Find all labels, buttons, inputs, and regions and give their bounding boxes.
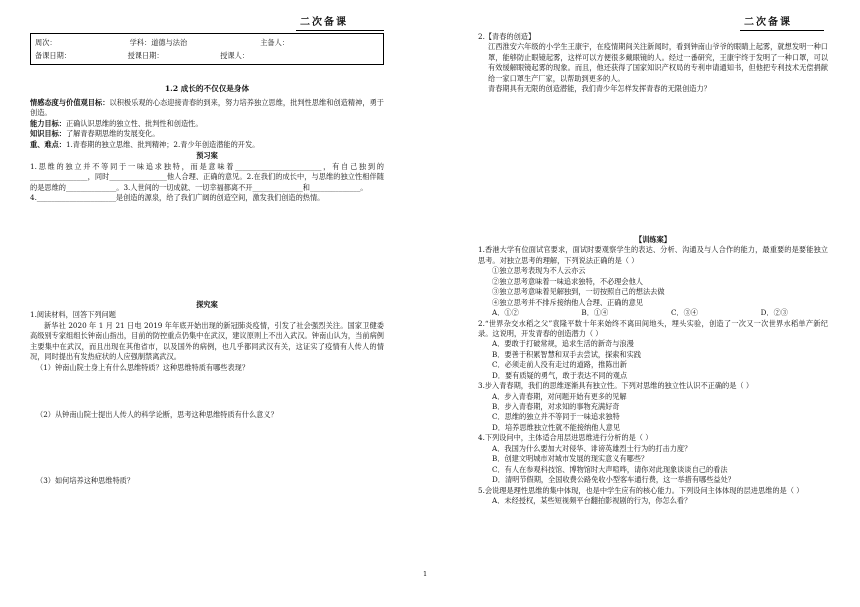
explore-material: 新华社 2020 年 1 月 21 日电 2019 年年底开始出现的新冠肺炎疫情，引发了社会强烈关注。国家卫健委高级别专家组组长钟南山指出，目前的防控重点仍集中在武汉，建议原则上不出入武汉。钟南山认为，当前病例主要集中在武汉，而且出现在其他省市，以及国外的病例，也几乎都同武汉有关，这证实了疫情有人传人的情况，同时提出有发热症状的人应强制禁离武汉。 bbox=[30, 320, 384, 362]
teach-date-field: 授课日期： bbox=[127, 51, 164, 60]
choice-d: D．②③ bbox=[760, 308, 788, 318]
training-option: B．创建文明城市对城市发展的现实意义有哪些？ bbox=[492, 454, 649, 464]
header-label-left: 二次备课 bbox=[300, 17, 348, 28]
training-question: 1.香港大学有位面试官要求，面试时要观察学生的表达、分析、沟通及与人合作的能力，最重要的是要能独立思考。对独立思考的理解，下列说法正确的是（ ） bbox=[478, 245, 828, 265]
preview-line: 4.______________________是创造的源泉，给了我们广阔的创造空间，激发我们创造的热情。 bbox=[30, 192, 325, 202]
story-text: 江西淮安六年级的小学生王康宇，在疫情期间关注新闻时，看到钟南山爷爷的眼睛上起雾，就想发明一种口罩，能够防止眼镜起雾，这样可以方便很多戴眼镜的人。经过一番研究，王康宇终于发明了一种口罩，可以有效缓解眼镜起雾的现象。而且，他还获得了国家知识产权局的专利申请通知书，但他把专利技术无偿捐献给一家口罩生产厂家，以帮助到更多的人。 bbox=[488, 42, 828, 83]
training-option: D．培养思维独立性就不能接纳他人意见 bbox=[492, 422, 620, 432]
training-option: A．步入青春期，对问题开始有更多的见解 bbox=[492, 391, 627, 401]
goals-list bbox=[30, 98, 384, 150]
choice-a: A．①② bbox=[492, 308, 519, 318]
training-option: D．清明节假期，全国收费公路免收小型客车通行费，这一举措有哪些益处？ bbox=[492, 475, 735, 485]
story-label: 2.【青春的创造】 bbox=[478, 32, 536, 41]
prep-date-field: 备课日期： bbox=[35, 51, 71, 60]
goal-text: 正确认识思维的独立性、批判性和创造性。 bbox=[65, 118, 203, 128]
week-field: 周次： bbox=[35, 38, 57, 47]
goal-text: 1.青春期的独立思维、批判精神；2.青少年创造潜能的开发。 bbox=[65, 139, 260, 149]
training-option: B．步入青春期，对求知的事物充满好奇 bbox=[492, 402, 620, 411]
training-option: ③独立思考意味着见解独到，一切按照自己的想法去做 bbox=[492, 287, 665, 297]
explore-question: （1）钟南山院士身上有什么思维特质？这种思维特质有哪些表现？ bbox=[36, 362, 250, 372]
goal-label: 情感态度与价值观目标： bbox=[30, 98, 110, 107]
training-question: 5.会说理是理性思维的集中体现，也是中学生应有的核心能力。下列设问主体体现的层进思维的是（ ） bbox=[478, 485, 804, 495]
info-row-1 bbox=[35, 36, 379, 49]
explore-question: （2）从钟南山院士提出人传人的科学论断，思考这种思维特质有什么意义？ bbox=[36, 410, 278, 419]
goal-label: 能力目标： bbox=[30, 118, 66, 128]
training-question: 3.步入青春期，我们的思维逐渐具有独立性。下列对思维的独立性认识不正确的是（ ） bbox=[478, 381, 754, 391]
choice-c: C．③④ bbox=[670, 308, 698, 318]
teacher-field: 授课人： bbox=[220, 51, 249, 60]
goal-knowledge bbox=[30, 129, 384, 139]
training-question: 4.下列设问中，主体适合用层进思维进行分析的是（ ） bbox=[478, 433, 653, 443]
training-option: ①独立思考表现为不人云亦云 bbox=[492, 266, 586, 276]
training-option: D．要有质疑的勇气，敢于表达不同的观点 bbox=[492, 370, 628, 380]
preparer-field: 主备人： bbox=[260, 38, 289, 47]
training-option: A．未经授权，某些短视频平台翻拍影视剧的行为，你怎么看？ bbox=[492, 495, 692, 505]
goal-label: 重、难点： bbox=[30, 139, 66, 149]
subject-field: 学科：道德与法治 bbox=[129, 38, 188, 47]
training-option: C．必须走前人没有走过的道路，推陈出新 bbox=[492, 360, 627, 370]
training-option: A．我国为什么要加大对侵华、诽谤英雄烈士行为的打击力度？ bbox=[492, 443, 692, 453]
preview-heading: 预习案 bbox=[196, 151, 218, 161]
explore-intro: 1.阅读材料，回答下列问题 bbox=[30, 310, 116, 320]
story-closing: 青春期具有无限的创造潜能，我们青少年怎样发挥青春的无限创造力？ bbox=[488, 84, 711, 94]
goal-emotion bbox=[30, 98, 384, 119]
header-label-right: 二次备课 bbox=[744, 17, 792, 28]
explore-section bbox=[30, 300, 384, 373]
choice-b: B．①④ bbox=[581, 308, 609, 318]
training-option: ④独立思考并不排斥接纳他人合理、正确的意见 bbox=[492, 297, 643, 307]
training-option: A．要敢于打破常规，追求生活的新奇与浪漫 bbox=[492, 339, 634, 349]
choice-row bbox=[478, 308, 828, 318]
preview-line: 1.思维的独立并不等同于一味追求独特，而是意味着________________________，有自己独到的________________，同时________________他人合理、正确的意见。2.在我们的成长中，与思维的独立性相伴随的是思维的______________。3.人世间的一切成就、一切幸福都离不开______________和______________。 bbox=[30, 161, 384, 192]
explore-question: （3）如何培养这种思维特质？ bbox=[36, 476, 135, 485]
goal-text: 以积极乐观的心态迎接青春的到来，努力培养独立思维，批判性思维和创造精神，勇于创造。 bbox=[30, 98, 384, 118]
goal-label: 知识目标： bbox=[30, 129, 66, 139]
training-option: B．要善于积累智慧和双手去尝试，探索和实践 bbox=[492, 349, 642, 359]
training-question: 2.“世界杂交水稻之父”袁隆平数十年来始终不离田间地头，埋头实验，创造了一次又一次世界水稻单产新纪录。这说明，开发青春的创造潜力（ ） bbox=[478, 318, 828, 338]
info-row-2 bbox=[35, 49, 379, 62]
goal-ability bbox=[30, 119, 384, 129]
header-underline-right bbox=[740, 30, 824, 31]
lesson-title: 1.2 成长的不仅仅是身体 bbox=[164, 84, 250, 93]
page-number: 1 bbox=[423, 570, 428, 578]
training-option: ②独立思考意味着一味追求独特，不必理会他人 bbox=[492, 276, 643, 286]
lesson-body bbox=[30, 83, 384, 203]
training-heading: 【训练案】 bbox=[635, 235, 671, 244]
creation-story bbox=[478, 32, 828, 95]
training-option: C．有人在参观科技馆、博物馆时大声喧哗，请你对此现象谈谈自己的看法 bbox=[492, 464, 728, 474]
goal-keypoints bbox=[30, 140, 384, 150]
training-option: C．思维的独立并不等同于一味追求独特 bbox=[492, 412, 620, 422]
goal-text: 了解青春期思维的发展变化。 bbox=[65, 129, 160, 139]
header-underline-left bbox=[296, 30, 384, 31]
right-page bbox=[430, 0, 860, 607]
training-section bbox=[478, 235, 828, 506]
explore-heading: 探究案 bbox=[196, 300, 218, 309]
lesson-info-table bbox=[30, 33, 384, 65]
